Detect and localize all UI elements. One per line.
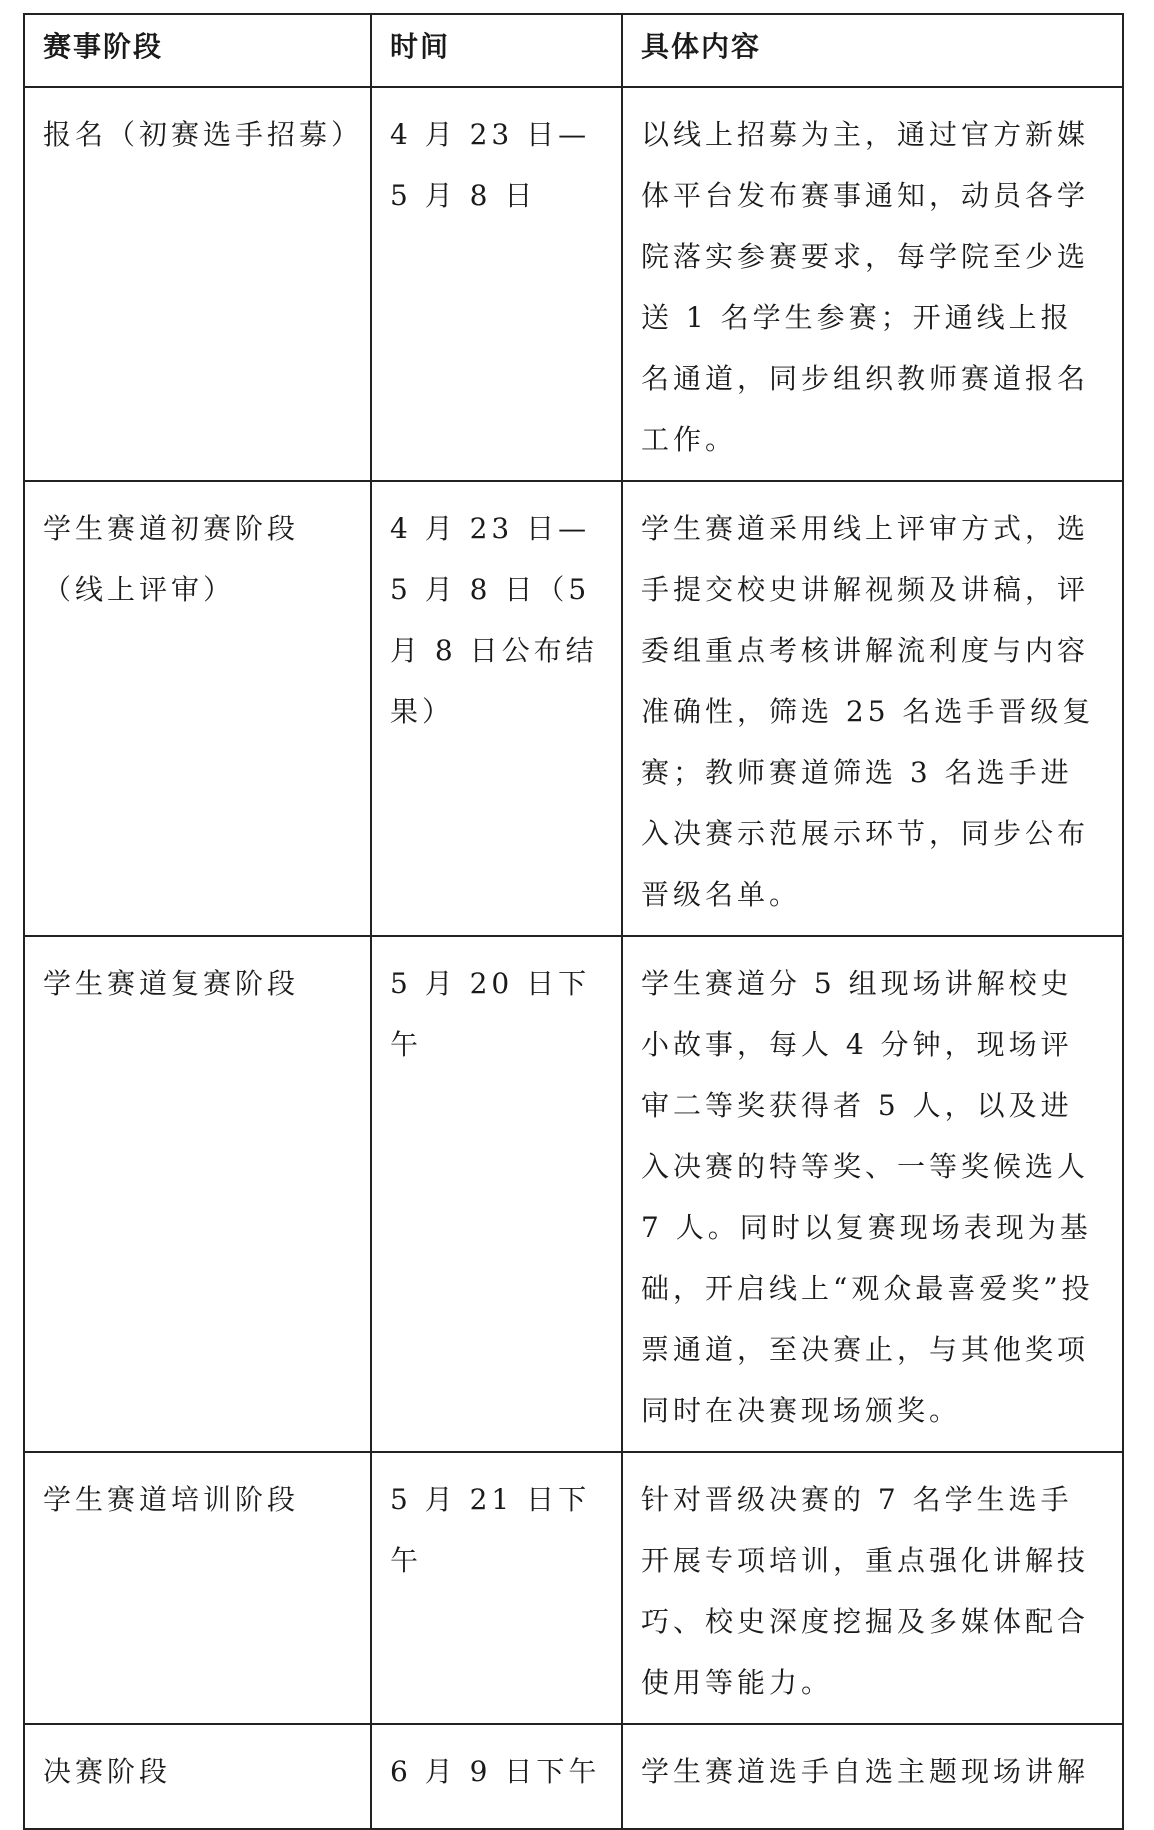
schedule-table bbox=[23, 13, 1124, 1830]
stage-cell: 学生赛道复赛阶段 bbox=[24, 936, 371, 1452]
content-cell: 以线上招募为主，通过官方新媒体平台发布赛事通知，动员各学院落实参赛要求，每学院至少选送 1 名学生参赛；开通线上报名通道，同步组织教师赛道报名工作。 bbox=[622, 87, 1123, 481]
table-row bbox=[24, 936, 1123, 1452]
stage-cell: 学生赛道初赛阶段（线上评审） bbox=[24, 481, 371, 936]
stage-cell: 学生赛道培训阶段 bbox=[24, 1452, 371, 1724]
time-cell: 6 月 9 日下午 bbox=[371, 1724, 622, 1829]
header-time: 时间 bbox=[371, 14, 622, 87]
time-cell: 4 月 23 日—5 月 8 日（5 月 8 日公布结果） bbox=[371, 481, 622, 936]
content-cell: 学生赛道选手自选主题现场讲解 bbox=[622, 1724, 1123, 1829]
content-cell: 学生赛道采用线上评审方式，选手提交校史讲解视频及讲稿，评委组重点考核讲解流利度与内容准确性，筛选 25 名选手晋级复赛；教师赛道筛选 3 名选手进入决赛示范展示环节，同步公布晋级名单。 bbox=[622, 481, 1123, 936]
time-cell: 5 月 20 日下午 bbox=[371, 936, 622, 1452]
header-content: 具体内容 bbox=[622, 14, 1123, 87]
content-cell: 学生赛道分 5 组现场讲解校史小故事，每人 4 分钟，现场评审二等奖获得者 5 人，以及进入决赛的特等奖、一等奖候选人 7 人。同时以复赛现场表现为基础，开启线上“观众最喜爱奖”投票通道，至决赛止，与其他奖项同时在决赛现场颁奖。 bbox=[622, 936, 1123, 1452]
table-row bbox=[24, 481, 1123, 936]
stage-cell: 决赛阶段 bbox=[24, 1724, 371, 1829]
table-header-row bbox=[24, 14, 1123, 87]
table-row bbox=[24, 1452, 1123, 1724]
stage-cell: 报名（初赛选手招募） bbox=[24, 87, 371, 481]
time-cell: 4 月 23 日—5 月 8 日 bbox=[371, 87, 622, 481]
content-cell: 针对晋级决赛的 7 名学生选手开展专项培训，重点强化讲解技巧、校史深度挖掘及多媒体配合使用等能力。 bbox=[622, 1452, 1123, 1724]
table-row bbox=[24, 87, 1123, 481]
time-cell: 5 月 21 日下午 bbox=[371, 1452, 622, 1724]
table-row bbox=[24, 1724, 1123, 1829]
header-stage: 赛事阶段 bbox=[24, 14, 371, 87]
